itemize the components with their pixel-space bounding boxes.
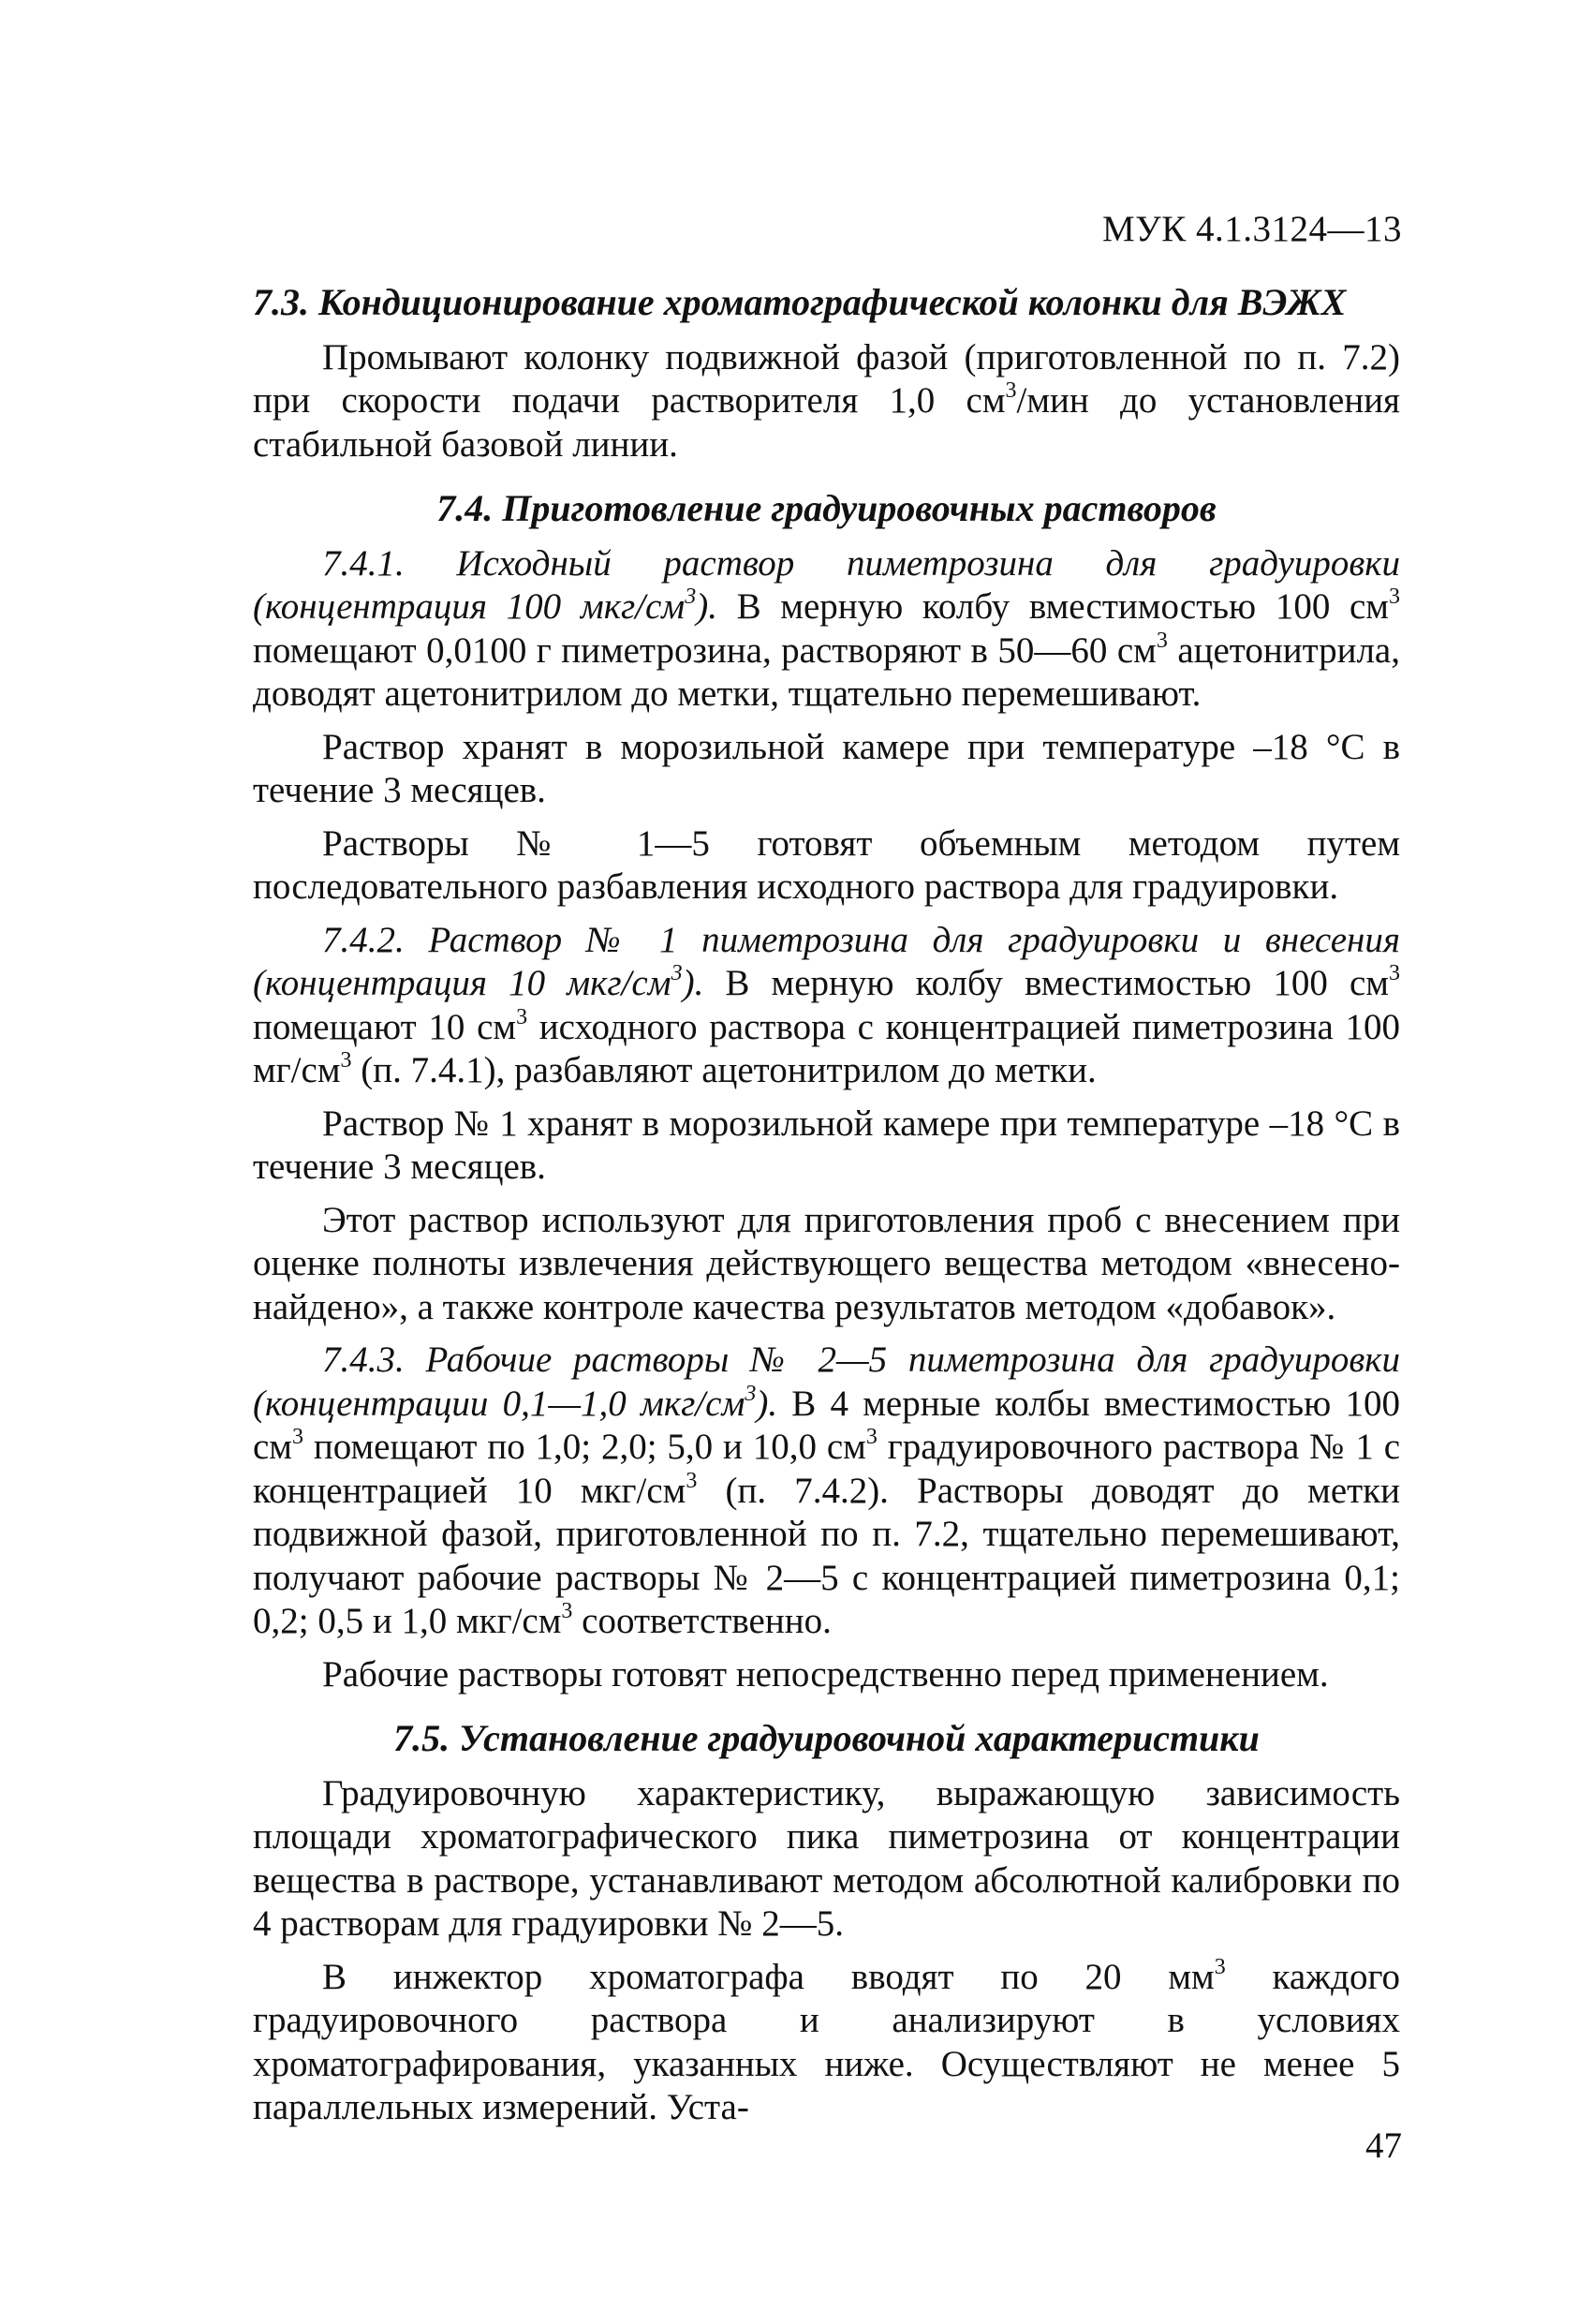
paragraph-7-3: Промывают колонку подвижной фазой (приготовленной по п. 7.2) при скорости подачи растворителя 1,0 $см^3$/мин до установления стабильной базовой линии. <box>253 336 1400 465</box>
paragraph-usage: Этот раствор используют для приготовления проб с внесением при оценке полноты извлечения действующего вещества методом «внесено-найдено», а также контроле качества результатов методом «добавок». <box>253 1199 1400 1327</box>
paragraph-7-4-1: 7.4.1. Исходный раствор пиметрозина для градуировки (концентрация 100 мкг/$см^3$). В мерную колбу вместимостью 100 $см^3$ помещают 0,0100 г пиметрозина, растворяют в 50—60 $см^3$ ацетонитрила, доводят ацетонитрилом до метки, тщательно перемешивают. <box>253 542 1400 714</box>
paragraph-7-4-3: 7.4.3. Рабочие растворы № 2—5 пиметрозина для градуировки (концентрации 0,1—1,0 мкг/$см^3$). В 4 мерные колбы вместимостью 100 $см^3$ помещают по 1,0; 2,0; 5,0 и 10,0 $см^3$ градуировочного раствора № 1 с концентрацией 10 мкг/$см^3$ (п. 7.4.2). Растворы доводят до метки подвижной фазой, приготовленной по п. 7.2, тщательно перемешивают, получают рабочие растворы № 2—5 с концентрацией пиметрозина 0,1; 0,2; 0,5 и 1,0 мкг/$см^3$ соответственно. <box>253 1340 1401 1641</box>
document-code: МУК 4.1.3124—13 <box>1101 209 1402 249</box>
section-heading-7-3: 7.3. Кондиционирование хроматографической колонки для ВЭЖХ <box>253 281 1347 323</box>
paragraph-7-5-injection: В инжектор хроматографа вводят по 20 $мм^3$ каждого градуировочного раствора и анализируют в условиях хроматографирования, указанных ниже. Осуществляют не менее 5 параллельных измерений. Уста- <box>253 1954 1400 2127</box>
paragraph-7-4-2: 7.4.2. Раствор № 1 пиметрозина для градуировки и внесения (концентрация 10 мкг/$см^3$). В мерную колбу вместимостью 100 $см^3$ помещают 10 $см^3$ исходного раствора с концентрацией пиметрозина 100 $мг/см^3$ (п. 7.4.1), разбавляют ацетонитрилом до метки. <box>253 919 1400 1090</box>
paragraph-series: Растворы № 1—5 готовят объемным методом путем последовательного разбавления исходного раствора для градуировки. <box>253 822 1400 907</box>
section-heading-7-4: 7.4. Приготовление градуировочных растворов <box>436 487 1217 529</box>
paragraph-7-5-calibration: Градуировочную характеристику, выражающую зависимость площади хроматографического пика пиметрозина от концентрации вещества в растворе, устанавливают методом абсолютной калибровки по 4 растворам для градуировки № 2—5. <box>253 1772 1400 1944</box>
page-number: 47 <box>1365 2125 1402 2166</box>
paragraph-storage-1: Раствор хранят в морозильной камере при температуре –18 °С в течение 3 месяцев. <box>253 726 1400 810</box>
paragraph-working-solutions: Рабочие растворы готовят непосредственно перед применением. <box>322 1653 1329 1695</box>
page-content <box>253 281 1400 2139</box>
paragraph-storage-2: Раствор № 1 хранят в морозильной камере при температуре –18 °С в течение 3 месяцев. <box>253 1103 1400 1187</box>
section-heading-7-5: 7.5. Установление градуировочной характеристики <box>393 1717 1260 1759</box>
